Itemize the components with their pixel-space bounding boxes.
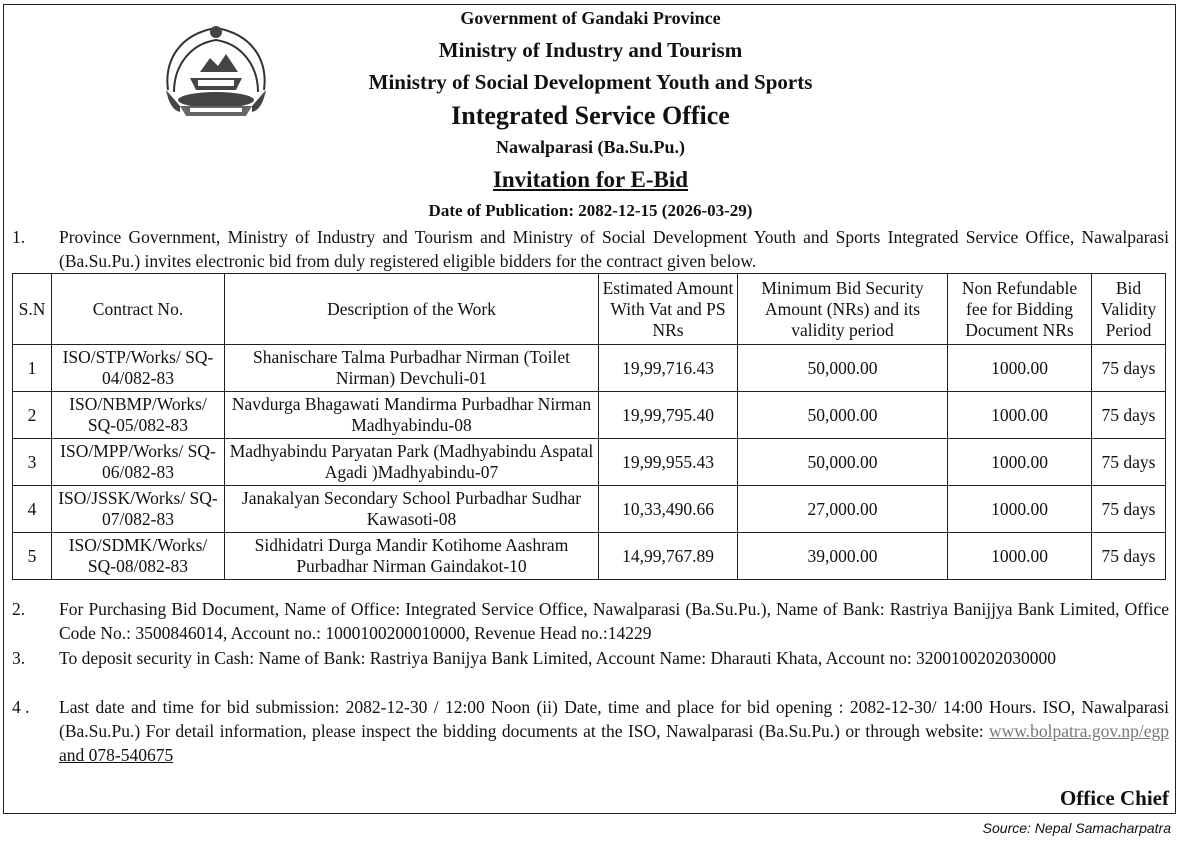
cell-bid-security: 50,000.00 bbox=[738, 345, 948, 392]
paragraph-number: 3. bbox=[12, 648, 26, 668]
col-header-sn: S.N bbox=[13, 274, 52, 345]
cell-sn: 5 bbox=[13, 533, 52, 580]
cell-description: Madhyabindu Paryatan Park (Madhyabindu Aspatal Agadi )Madhyabindu-07 bbox=[225, 439, 599, 486]
phone-number: and 078-540675 bbox=[59, 745, 174, 765]
publication-date: Date of Publication: 2082-12-15 (2026-03-29) bbox=[428, 201, 753, 220]
col-header-description: Description of the Work bbox=[225, 274, 599, 345]
table-row bbox=[13, 486, 1166, 533]
cell-estimated-amount: 19,99,795.40 bbox=[599, 392, 738, 439]
cell-validity: 75 days bbox=[1092, 533, 1166, 580]
paragraph-4 bbox=[12, 695, 1169, 767]
col-header-document-fee: Non Refundable fee for Bidding Document NRs bbox=[948, 274, 1092, 345]
cell-description: Janakalyan Secondary School Purbadhar Sudhar Kawasoti-08 bbox=[225, 486, 599, 533]
col-header-bid-security: Minimum Bid Security Amount (NRs) and its validity period bbox=[738, 274, 948, 345]
paragraph-number: 2. bbox=[12, 599, 26, 619]
cell-bid-security: 27,000.00 bbox=[738, 486, 948, 533]
cell-contract-no: ISO/STP/Works/ SQ-04/082-83 bbox=[52, 345, 225, 392]
cell-validity: 75 days bbox=[1092, 439, 1166, 486]
table-row bbox=[13, 439, 1166, 486]
cell-validity: 75 days bbox=[1092, 345, 1166, 392]
table-row bbox=[13, 392, 1166, 439]
cell-bid-security: 50,000.00 bbox=[738, 392, 948, 439]
cell-document-fee: 1000.00 bbox=[948, 392, 1092, 439]
cell-description: Navdurga Bhagawati Mandirma Purbadhar Nirman Madhyabindu-08 bbox=[225, 392, 599, 439]
cell-estimated-amount: 19,99,955.43 bbox=[599, 439, 738, 486]
table-row bbox=[13, 345, 1166, 392]
cell-validity: 75 days bbox=[1092, 486, 1166, 533]
col-header-estimated-amount: Estimated Amount With Vat and PS NRs bbox=[599, 274, 738, 345]
cell-document-fee: 1000.00 bbox=[948, 533, 1092, 580]
cell-document-fee: 1000.00 bbox=[948, 486, 1092, 533]
cell-description: Sidhidatri Durga Mandir Kotihome Aashram Purbadhar Nirman Gaindakot-10 bbox=[225, 533, 599, 580]
cell-estimated-amount: 14,99,767.89 bbox=[599, 533, 738, 580]
cell-estimated-amount: 19,99,716.43 bbox=[599, 345, 738, 392]
table-row bbox=[13, 533, 1166, 580]
office-location: Nawalparasi (Ba.Su.Pu.) bbox=[495, 137, 686, 157]
cell-sn: 2 bbox=[13, 392, 52, 439]
cell-contract-no: ISO/SDMK/Works/ SQ-08/082-83 bbox=[52, 533, 225, 580]
ministry-industry-tourism: Ministry of Industry and Tourism bbox=[438, 38, 743, 62]
cell-document-fee: 1000.00 bbox=[948, 345, 1092, 392]
paragraph-1 bbox=[12, 225, 1169, 273]
col-header-validity: Bid Validity Period bbox=[1092, 274, 1166, 345]
cell-document-fee: 1000.00 bbox=[948, 439, 1092, 486]
paragraph-text: To deposit security in Cash: Name of Bank: Rastriya Banijya Bank Limited, Account Name: Dharauti Khata, Account no: 3200100202030000 bbox=[59, 648, 1057, 668]
cell-bid-security: 50,000.00 bbox=[738, 439, 948, 486]
cell-contract-no: ISO/NBMP/Works/ SQ-05/082-83 bbox=[52, 392, 225, 439]
contracts-table bbox=[12, 273, 1166, 580]
government-name: Government of Gandaki Province bbox=[460, 8, 721, 28]
paragraph-number: 1. bbox=[12, 227, 26, 247]
cell-sn: 3 bbox=[13, 439, 52, 486]
paragraph-text: For Purchasing Bid Document, Name of Office: Integrated Service Office, Nawalparasi (Ba.Su.Pu.), Name of Bank: Rastriya Banijjya Bank Limited, Office Code No.: 3500846014, Account no.: 1000100200010000, Revenue Head no.:14229 bbox=[59, 599, 1169, 643]
table-header-row bbox=[13, 274, 1166, 345]
cell-validity: 75 days bbox=[1092, 392, 1166, 439]
signer-title: Office Chief bbox=[1059, 786, 1169, 810]
cell-contract-no: ISO/MPP/Works/ SQ-06/082-83 bbox=[52, 439, 225, 486]
col-header-contract-no: Contract No. bbox=[52, 274, 225, 345]
cell-description: Shanischare Talma Purbadhar Nirman (Toilet Nirman) Devchuli-01 bbox=[225, 345, 599, 392]
notice-title: Invitation for E-Bid bbox=[492, 167, 689, 192]
ministry-social-development: Ministry of Social Development Youth and Sports bbox=[368, 70, 813, 94]
cell-estimated-amount: 10,33,490.66 bbox=[599, 486, 738, 533]
paragraph-text bbox=[59, 695, 1169, 767]
paragraph-2 bbox=[12, 597, 1169, 645]
cell-contract-no: ISO/JSSK/Works/ SQ-07/082-83 bbox=[52, 486, 225, 533]
cell-sn: 1 bbox=[13, 345, 52, 392]
paragraph-3 bbox=[12, 646, 1169, 670]
cell-sn: 4 bbox=[13, 486, 52, 533]
paragraph-number: 4 . bbox=[12, 697, 30, 717]
paragraph-body: Last date and time for bid submission: 2082-12-30 / 12:00 Noon (ii) Date, time and place for bid opening : 2082-12-30/ 14:00 Hours. ISO, Nawalparasi (Ba.Su.Pu.) For detail information, please inspect the bidding documents at the ISO, Nawalparasi (Ba.Su.Pu.) or through website: bbox=[59, 697, 1169, 741]
website-link[interactable]: www.bolpatra.gov.np/egp bbox=[989, 721, 1169, 741]
office-name: Integrated Service Office bbox=[451, 101, 730, 130]
paragraph-text: Province Government, Ministry of Industry and Tourism and Ministry of Social Development Youth and Sports Integrated Service Office, Nawalparasi (Ba.Su.Pu.) invites electronic bid from duly registered eligible bidders for the contract given below. bbox=[59, 227, 1169, 271]
source-credit: Source: Nepal Samacharpatra bbox=[982, 820, 1171, 836]
cell-bid-security: 39,000.00 bbox=[738, 533, 948, 580]
